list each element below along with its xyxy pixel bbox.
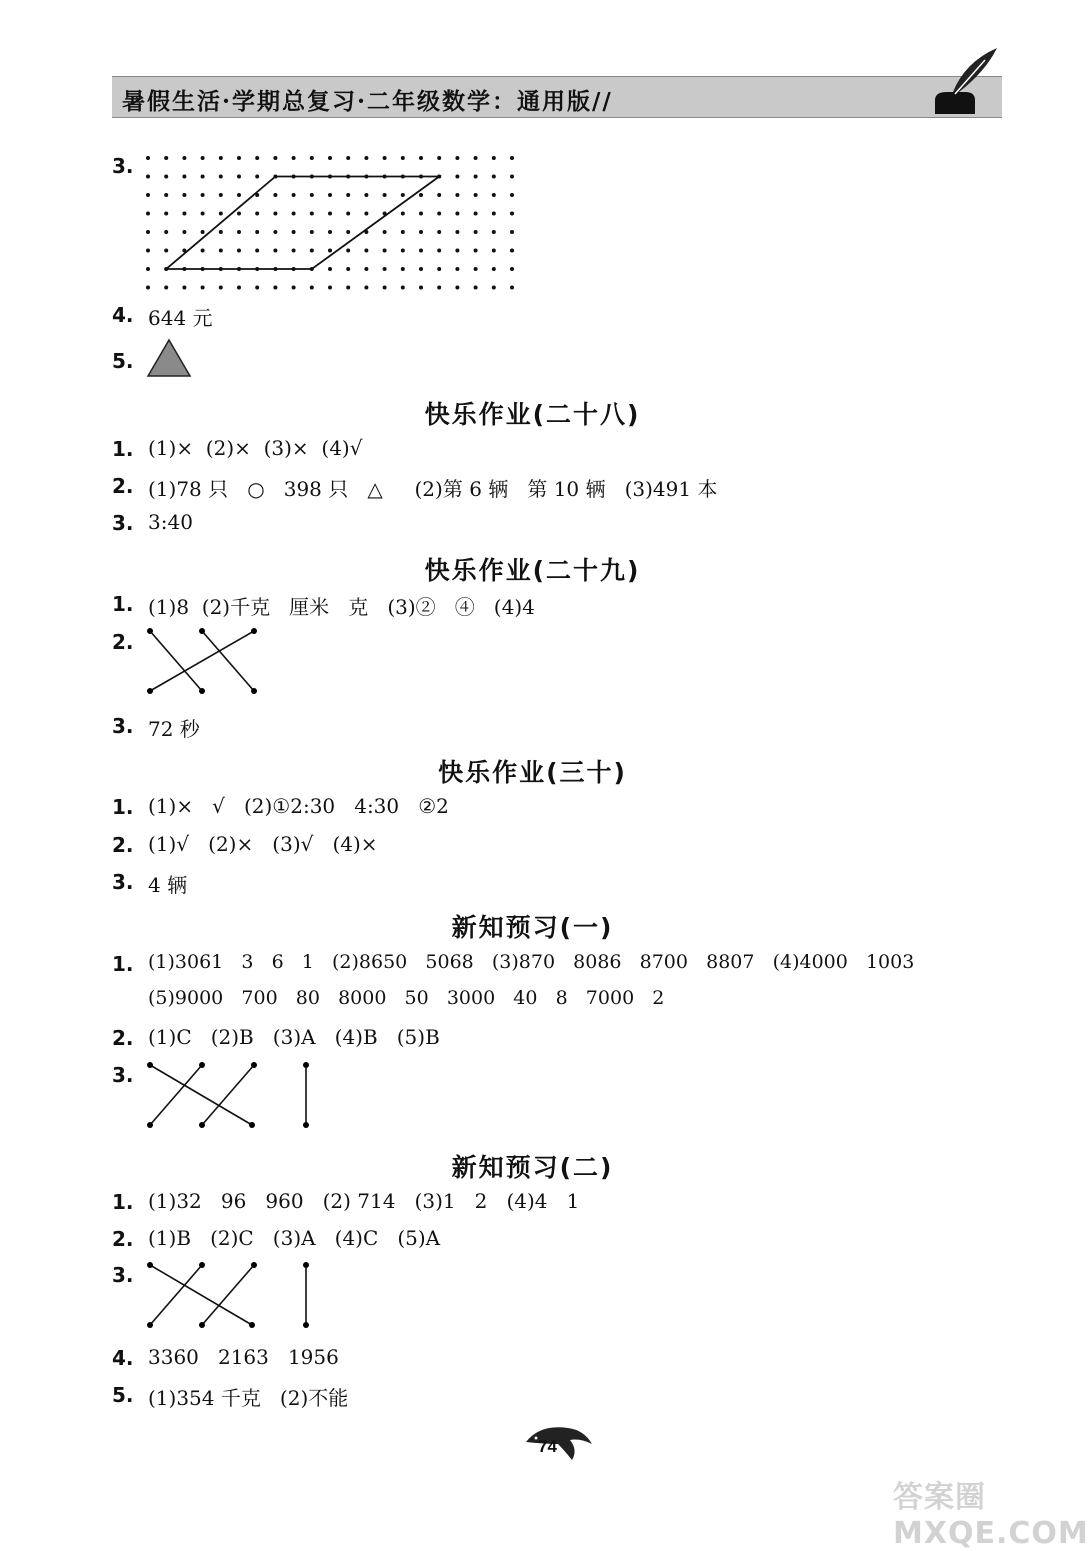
item-number: 2. [112,1026,134,1050]
grid-dot [437,230,441,234]
item-number: 2. [112,630,134,654]
grid-dot [474,286,478,290]
grid-dot [182,212,186,216]
grid-dot [401,156,405,160]
grid-dot [492,175,496,179]
page-number: 74 [538,1437,557,1456]
answer-text: 72 秒 [148,717,200,741]
grid-dot [237,212,241,216]
grid-dot [164,249,168,253]
answer-text: (1)3061 3 6 1 (2)8650 5068 (3)870 8086 8700 8807 (4)4000 1003 [148,951,915,973]
grid-dot [146,193,150,197]
grid-dot [346,156,350,160]
grid-dot [401,230,405,234]
answer-text: (1)354 千克 (2)不能 [148,1386,349,1410]
grid-dot [346,286,350,290]
quill-ink-icon [925,42,1005,122]
grid-dot [401,286,405,290]
item-number: 3. [112,1263,134,1287]
section-title: 新知预习(二) [451,1153,614,1182]
grid-dot [492,193,496,197]
grid-dot [237,249,241,253]
grid-dot [510,175,514,179]
grid-dot [146,267,150,271]
grid-dot [273,156,277,160]
grid-dot [164,230,168,234]
grid-dot [164,286,168,290]
item-number: 1. [112,592,134,616]
grid-dot [510,156,514,160]
grid-dot [219,175,223,179]
matching-lines-figure [140,1258,320,1333]
grid-dot [383,267,387,271]
item-number: 1. [112,795,134,819]
grid-dot [255,286,259,290]
grid-dot [182,156,186,160]
section-title: 新知预习(一) [451,913,614,942]
grid-dot [273,193,277,197]
item-number: 3. [112,154,134,178]
grid-dot [310,286,314,290]
grid-dot [237,193,241,197]
grid-dot [164,193,168,197]
answer-text: (1)8 (2)千克 厘米 克 (3)② ④ (4)4 [148,595,535,619]
grid-dot [346,249,350,253]
dolphin-icon [520,1420,600,1465]
answer-text: 4 辆 [148,873,188,897]
item-number: 3. [112,511,134,535]
grid-dot [510,249,514,253]
grid-dot [401,249,405,253]
grid-dot [255,156,259,160]
grid-dot [437,249,441,253]
grid-dot [292,286,296,290]
grid-dot [310,193,314,197]
watermark: 答案圈 MXQE.COM [893,1480,1089,1551]
grid-dot [455,175,459,179]
parallelogram-shape [166,177,439,270]
grid-dot [292,212,296,216]
grid-dot [474,230,478,234]
grid-dot [383,230,387,234]
section-title: 快乐作业(二十九) [424,556,641,585]
grid-dot [437,156,441,160]
item-number: 4. [112,303,134,327]
grid-dot [510,286,514,290]
answer-text: (1)× √ (2)①2:30 4:30 ②2 [148,794,449,818]
grid-dot [419,212,423,216]
grid-dot [255,249,259,253]
grid-dot [474,267,478,271]
item-number: 1. [112,437,134,461]
grid-dot [201,286,205,290]
item-number: 1. [112,1190,134,1214]
item-number: 5. [112,349,134,373]
grid-dot [219,156,223,160]
grid-dot [383,286,387,290]
grid-dot [219,249,223,253]
grid-dot [219,193,223,197]
grid-dot [182,286,186,290]
grid-dot [455,249,459,253]
section-title: 快乐作业(三十) [438,758,627,787]
item-number: 5. [112,1383,134,1407]
grid-dot [474,249,478,253]
grid-dot [437,193,441,197]
grid-dot [455,156,459,160]
grid-dot [364,156,368,160]
grid-dot [492,267,496,271]
grid-dot [292,193,296,197]
item-number: 3. [112,870,134,894]
grid-dot [255,230,259,234]
grid-dot [510,267,514,271]
grid-dot [364,286,368,290]
item-number: 3. [112,1063,134,1087]
grid-dot [255,175,259,179]
answer-text: (1)C (2)B (3)A (4)B (5)B [148,1025,440,1049]
grid-dot [419,267,423,271]
grid-dot [510,212,514,216]
grid-dot [219,230,223,234]
grid-dot [310,249,314,253]
grid-dot [164,156,168,160]
header-title: 暑假生活·学期总复习·二年级数学：通用版// [122,88,613,115]
answer-text: (1)B (2)C (3)A (4)C (5)A [148,1226,441,1250]
grid-dot [146,249,150,253]
grid-dot [364,193,368,197]
grid-dot [146,286,150,290]
item-number: 2. [112,1227,134,1251]
grid-dot [346,230,350,234]
item-number: 1. [112,952,134,976]
answer-text: 644 元 [148,306,213,330]
grid-dot [419,156,423,160]
grid-dot [146,230,150,234]
matching-lines-figure [140,1058,320,1133]
section-title: 快乐作业(二十八) [424,400,641,429]
grid-dot [419,286,423,290]
grid-dot [201,193,205,197]
grid-dot [492,249,496,253]
grid-dot [492,212,496,216]
grid-dot [219,212,223,216]
grid-dot [201,212,205,216]
grid-dot [255,212,259,216]
grid-dot [455,267,459,271]
grid-dot [510,193,514,197]
grid-dot [201,175,205,179]
grid-dot [201,249,205,253]
grid-dot [328,286,332,290]
grid-dot [273,230,277,234]
grid-dot [182,230,186,234]
answer-text: (1)√ (2)× (3)√ (4)× [148,832,378,856]
grid-dot [437,212,441,216]
grid-dot [310,212,314,216]
grid-dot [383,249,387,253]
answer-text: 3360 2163 1956 [148,1345,339,1369]
grid-dot [182,193,186,197]
grid-dot [346,193,350,197]
grid-dot [419,193,423,197]
grid-dot [401,267,405,271]
grid-dot [273,249,277,253]
grid-dot [455,212,459,216]
grid-dot [437,267,441,271]
grid-dot [401,212,405,216]
grid-dot [401,193,405,197]
grid-dot [146,156,150,160]
answer-text: (1)× (2)× (3)× (4)√ [148,436,363,460]
grid-dot [364,212,368,216]
grid-dot [237,175,241,179]
answer-text-continued: (5)9000 700 80 8000 50 3000 40 8 7000 2 [148,987,665,1009]
grid-dot [474,193,478,197]
item-number: 4. [112,1346,134,1370]
grid-dot [273,212,277,216]
item-number: 3. [112,714,134,738]
grid-dot [182,175,186,179]
item-number: 2. [112,833,134,857]
dot-grid-parallelogram-figure [140,150,520,295]
grid-dot [164,175,168,179]
grid-dot [292,230,296,234]
answer-text: (1)78 只 ○ 398 只 △ (2)第 6 辆 第 10 辆 (3)491 本 [148,477,718,501]
grid-dot [455,286,459,290]
grid-dot [273,286,277,290]
grid-dot [310,230,314,234]
grid-dot [328,249,332,253]
grid-dot [474,156,478,160]
grid-dot [328,230,332,234]
grid-dot [383,156,387,160]
grid-dot [292,156,296,160]
grid-dot [510,230,514,234]
grid-dot [455,193,459,197]
grid-dot [492,230,496,234]
grid-dot [364,267,368,271]
item-number: 2. [112,474,134,498]
grid-dot [237,156,241,160]
grid-dot [146,175,150,179]
grid-dot [364,249,368,253]
grid-dot [237,230,241,234]
grid-dot [346,212,350,216]
grid-dot [164,212,168,216]
grid-dot [492,156,496,160]
triangle-shape-figure [146,338,192,378]
grid-dot [292,249,296,253]
grid-dot [419,230,423,234]
answer-text: 3:40 [148,510,193,534]
grid-dot [419,249,423,253]
grid-dot [146,212,150,216]
grid-dot [328,212,332,216]
grid-dot [328,193,332,197]
grid-dot [492,286,496,290]
grid-dot [474,175,478,179]
grid-dot [474,212,478,216]
grid-dot [237,286,241,290]
grid-dot [201,156,205,160]
grid-dot [455,230,459,234]
grid-dot [328,156,332,160]
matching-lines-figure [140,624,265,699]
answer-text: (1)32 96 960 (2) 714 (3)1 2 (4)4 1 [148,1189,580,1213]
grid-dot [383,193,387,197]
grid-dot [219,286,223,290]
grid-dot [437,286,441,290]
grid-dot [310,156,314,160]
grid-dot [328,267,332,271]
grid-dot [201,230,205,234]
grid-dot [346,267,350,271]
page-header [112,76,1002,118]
